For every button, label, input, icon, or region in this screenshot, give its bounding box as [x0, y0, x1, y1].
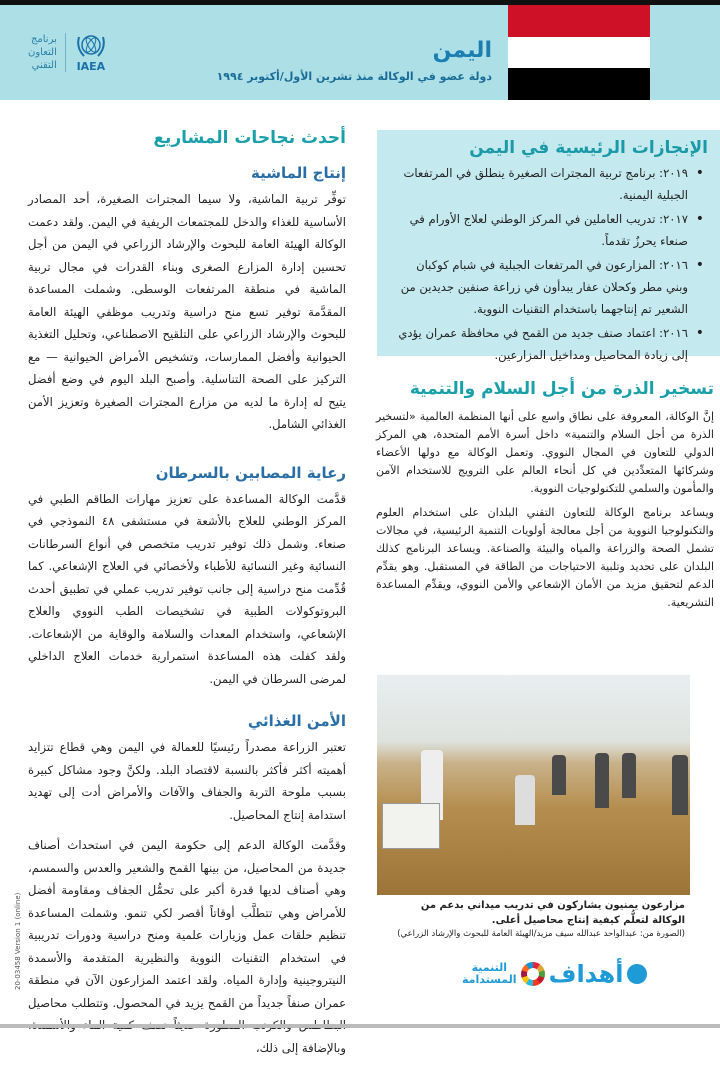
atom-icon: [76, 32, 106, 60]
section-heading: إنتاج الماشية: [251, 164, 346, 182]
country-title: اليمن: [432, 38, 492, 63]
iaea-emblem: [76, 32, 106, 73]
paragraph: وقدَّمت الوكالة الدعم إلى حكومة اليمن في استحداث أصناف جديدة من المحاصيل، من بينها القمح والشعير والعدس والسمسم، وهي أصناف لديها قدرة أكبر على تحمُّل الجفاف ومقاومة أفضل للأمراض وهي تتطلَّب أوقاتاً أقصر لكي تنمو. وشملت المساعدة تنظيم حلقات عمل وزيارات علمية ومنح دراسية ودورات تدريبية في استخدام التقنيات النووية والنظيرية المتقدمة والأسمدة النيتروجينية وإدارة المياه. ولقد اعتمد المزارعون الآن في منطقة عمران صنفاً جديداً من القمح يزيد في المحصول. وتتطلب محاصيل وبالإضافة إلى ذلك،: [28, 838, 346, 1055]
section-heading: الأمن الغذائي: [247, 712, 346, 730]
member-since: دولة عضو في الوكالة منذ تشرين الأول/أكتوبر ١٩٩٤: [216, 70, 492, 83]
programme-line: التقني: [31, 59, 57, 71]
project-successes: [28, 128, 346, 1067]
sdg-logo: [462, 960, 647, 988]
programme-line: التعاون: [28, 46, 57, 58]
farmers-photo: [377, 675, 690, 895]
paragraph: ويساعد برنامج الوكالة للتعاون التقني البلدان على استخدام العلوم والتكنولوجيا النووية من أجل معالجة أولويات التنمية الرئيسية، في مجالات تشمل الصحة والزراعة والمياه والبيئة والصناعة. ويساعد البرنامج كذلك البلدان على تحديد وتلبية الاحتياجات من الطاقة في المستقبل. وهو يقدِّم الدعم لتحقيق مزيد من الأمان الإشعاعي والأمن النووي، ويقدِّم المساعدة التشريعية.: [376, 506, 714, 609]
version-label: 20-03458 Version 1 (online): [14, 892, 22, 990]
sdg-line: التنمية: [471, 961, 507, 974]
atoms-title: تسخير الذرة من أجل السلام والتنمية: [409, 379, 714, 399]
programme-label: [28, 33, 66, 72]
list-item: • ٢٠١٧: تدريب العاملين في المركز الوطني لعلاج الأورام في صنعاء يحرزُ تقدماً.: [397, 208, 708, 252]
un-emblem-icon: [627, 964, 647, 984]
field-sign: [382, 803, 440, 849]
highlights-box: [377, 130, 720, 362]
photo-credit: (الصورة من: عبدالواحد عبدالله سيف مزيد/الهيئة العامة للبحوث والإرشاد الزراعي): [397, 929, 685, 939]
yemen-flag: [508, 5, 650, 100]
successes-title: أحدث نجاحات المشاريع: [153, 128, 346, 148]
logo-text: IAEA: [76, 59, 106, 73]
bottom-divider: [0, 1024, 720, 1028]
list-item: • ٢٠١٦: اعتماد صنف جديد من القمح في محافظة عمران يؤدي إلى زيادة المحاصيل ومداخيل المزارعين.: [397, 322, 708, 366]
paragraph: قدَّمت الوكالة المساعدة على تعزيز مهارات الطاقم الطبي في المركز الوطني للعلاج بالأشعة في مستشفى ٤٨ النموذجي في صنعاء. وشمل ذلك توفير تدريب متخصص في أنواع السرطانات النسائية وغير النسائية للأطباء ولأخصائي في العلاج الإشعاعي. كما قُدِّمت منح دراسية إلى جانب توفير تدريب عملي في تطبيق أحدث البروتوكولات الطبية في تشخيصات الطب النووي والعلاج الإشعاعي، واستخدام المعدات والسلامة والوقاية من الإشعاعات. ولقد كفلت هذه المساعدة استمرارية خدمات العلاج الداخلي لمرضى السرطان في اليمن.: [28, 491, 346, 686]
paragraph: توفِّر تربية الماشية، ولا سيما المجترات الصغيرة، أحد المصادر الأساسية للغذاء والدخل للمجتمعات الريفية في اليمن. ولقد دعمت الوكالة الهيئة العامة للبحوث والإرشاد الزراعي في اليمن من أجل تحسين إدارة المزارع الصغرى وبناء القدرات في مجال تربية الماشية في منطقة المرتفعات الوسطى. وشملت المساعدة المقدَّمة توفير تسع منح دراسية وتدريب موظفي الهيئة العامة للبحوث والإرشاد الزراعي على التلقيح الاصطناعي، وتحليل التغذية الحيوانية وأفضل الممارسات، وتشخيص الأمراض الحيوانية — مع التركيز على الصحة التناسلية. وأصبح البلد اليوم في وضع أفضل يتيح له إدارة ما لديه من مزارع المجترات الصغيرة وتعزيز الأمن الغذائي الشامل.: [28, 192, 346, 431]
list-item: • ٢٠١٦: المزارعون في المرتفعات الجبلية في شبام كوكبان وبني مطر وكحلان عفار يبدأون في زراعة صنفين جديدين من الشعير تم إنتاجهما باستخدام التقنيات النووية.: [397, 254, 708, 320]
section-heading: رعاية المصابين بالسرطان: [155, 463, 346, 482]
atoms-section: [376, 378, 714, 618]
highlights-title: الإنجازات الرئيسية في اليمن: [469, 138, 708, 158]
sdg-line: المستدامة: [462, 973, 517, 986]
list-item: • ٢٠١٩: برنامج تربية المجترات الصغيرة ينطلق في المرتفعات الجبلية اليمنية.: [397, 162, 708, 206]
sdg-sub: [462, 962, 517, 986]
photo-caption: مزارعون يمنيون يشاركون في تدريب ميداني بدعم من الوكالة لتعلُّم كيفية إنتاج محاصيل أعلى.: [420, 900, 685, 926]
paragraph: إنَّ الوكالة، المعروفة على نطاق واسع على أنها المنظمة العالمية «لتسخير الذرة من أجل السلام والتنمية» داخل أسرة الأمم المتحدة، هي المركز الدولي للتعاون في المجال النووي. وتعمل الوكالة مع دولها الأعضاء وشركائها المتعدِّدين في كل أنحاء العالم على الترويج للاستخدام الآمن والمأمون والسلمي للتكنولوجيات النووية.: [376, 410, 714, 495]
sdg-main: أهداف: [548, 960, 624, 988]
programme-line: برنامج: [30, 33, 57, 45]
highlights-list: [397, 162, 708, 366]
paragraph: تعتبر الزراعة مصدراً رئيسيًا للعمالة في اليمن وهي قطاع تتزايد أهميته أكثر فأكثر بالنسبة لاقتصاد البلد. ولكنَّ وجود مشاكل كبيرة بسبب ملوحة التربة والجفاف والآفات والأمراض أدت إلى تهديد استدامة إنتاج المحاصيل.: [28, 740, 346, 822]
sdg-wheel-icon: [521, 962, 545, 986]
iaea-logo: [28, 22, 106, 82]
